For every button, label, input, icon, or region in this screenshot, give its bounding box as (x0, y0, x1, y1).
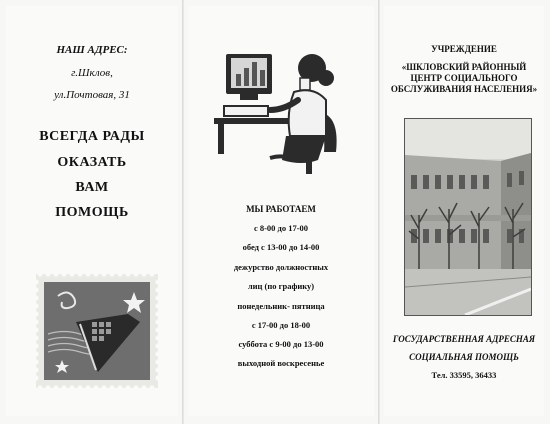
assistance-line-2: СОЦИАЛЬНАЯ ПОМОЩЬ (409, 352, 519, 362)
institution-name-line: ЦЕНТР СОЦИАЛЬНОГО (410, 73, 518, 83)
institution-name-line: ОБСЛУЖИВАНИЯ НАСЕЛЕНИЯ» (390, 84, 538, 94)
address-city: г.Шклов, (71, 67, 113, 79)
schedule-line: с 8-00 до 17-00 (253, 223, 309, 233)
assistance-line-1: ГОСУДАРСТВЕННАЯ АДРЕСНАЯ (392, 334, 536, 344)
institution-panel (384, 6, 544, 416)
schedule-panel (188, 6, 374, 416)
slogan-line-4: ПОМОЩЬ (55, 205, 129, 220)
address-title: НАШ АДРЕС: (56, 44, 128, 56)
slogan-line-3: ВАМ (75, 180, 109, 195)
schedule-line: лиц (по графику) (247, 281, 315, 291)
schedule-title: МЫ РАБОТАЕМ (246, 204, 316, 214)
comet-stamp-illustration (36, 274, 158, 388)
schedule-line: суббота с 9-00 до 13-00 (238, 339, 324, 349)
fold-line-left (182, 0, 184, 424)
slogan-line-2: ОКАЗАТЬ (57, 155, 127, 170)
fold-line-right (378, 0, 380, 424)
phone-numbers: Тел. 33595, 36433 (431, 370, 497, 380)
address-street: ул.Почтовая, 31 (54, 89, 130, 101)
schedule-line: понедельник- пятница (237, 301, 325, 311)
slogan-line-1: ВСЕГДА РАДЫ (39, 129, 145, 144)
schedule-line: обед с 13-00 до 14-00 (242, 242, 320, 252)
institution-label: УЧРЕЖДЕНИЕ (431, 44, 497, 54)
schedule-line: дежурство должностных (233, 262, 329, 272)
institution-name-line: «ШКЛОВСКИЙ РАЙОННЫЙ (401, 62, 527, 72)
building-photo (404, 118, 532, 316)
schedule-line: с 17-00 до 18-00 (251, 320, 311, 330)
schedule-line: выходной воскресенье (237, 358, 325, 368)
address-panel (6, 6, 178, 416)
woman-at-computer-illustration (214, 48, 346, 176)
